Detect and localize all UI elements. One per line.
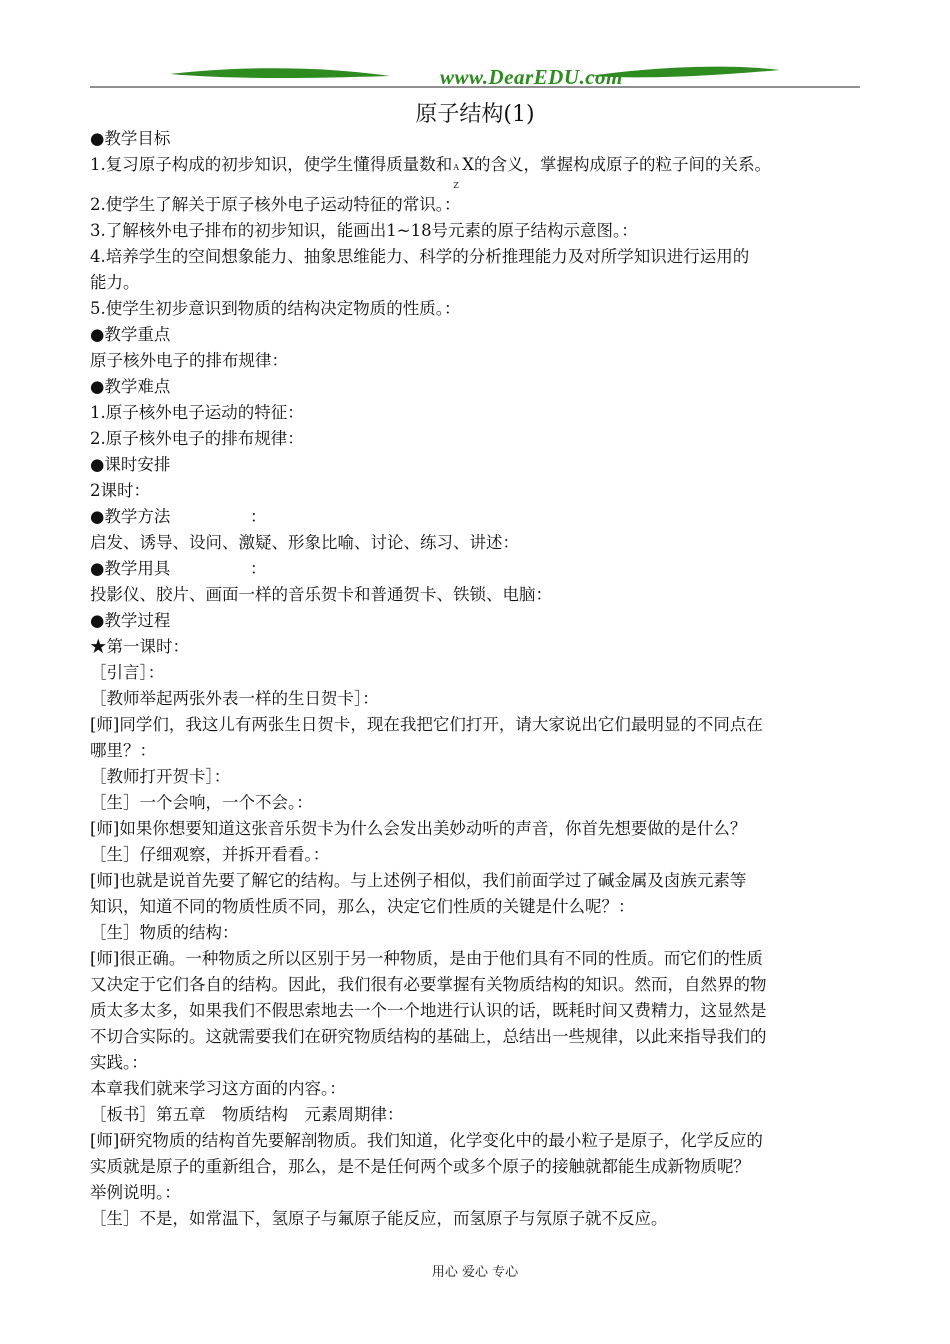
process-line: [师]也就是说首先要了解它的结构。与上述例子相似，我们前面学过了碱金属及卤族元素等 xyxy=(90,871,747,890)
process-line: 知识，知道不同的物质性质不同，那么，决定它们性质的关键是什么呢？： xyxy=(90,897,635,916)
process-line: [师]如果你想要知道这张音乐贺卡为什么会发出美妙动听的声音，你首先想要做的是什么？ xyxy=(90,819,747,838)
difficulty-item-2: 2.原子核外电子的排布规律： xyxy=(90,429,304,448)
process-line: ［生］仔细观察，并拆开看看。： xyxy=(90,845,330,864)
methods-text: 启发、诱导、设问、激疑、形象比喻、讨论、练习、讲述： xyxy=(90,533,519,552)
key-points-text: 原子核外电子的排布规律： xyxy=(90,351,288,370)
objective-item-2: 2.使学生了解关于原子核外电子运动特征的常识。： xyxy=(90,195,461,214)
objective-item-4-cont: 能力。 xyxy=(90,273,140,292)
process-line: ［引言］： xyxy=(90,663,165,682)
process-line: ［生］不是，如常温下，氢原子与氟原子能反应，而氢原子与氖原子就不反应。 xyxy=(90,1209,668,1228)
schedule-text: 2课时： xyxy=(90,481,150,500)
section-heading-process: ●教学过程 xyxy=(90,611,171,630)
process-line: ［教师举起两张外表一样的生日贺卡］： xyxy=(90,689,379,708)
process-line: [师]很正确。一种物质之所以区别于另一种物质，是由于他们具有不同的性质。而它们的性质 xyxy=(90,949,763,968)
lesson-heading: ★第一课时： xyxy=(90,637,189,656)
tools-text: 投影仪、胶片、画面一样的音乐贺卡和普通贺卡、铁锁、电脑： xyxy=(90,585,552,604)
process-line: 不切合实际的。这就需要我们在研究物质结构的基础上，总结出一些规律，以此来指导我们的 xyxy=(90,1027,767,1046)
section-heading-objectives: ●教学目标 xyxy=(90,129,171,148)
site-header xyxy=(90,60,860,92)
process-line: ［生］物质的结构： xyxy=(90,923,239,942)
section-heading-schedule: ●课时安排 xyxy=(90,455,171,474)
process-line: 实践。： xyxy=(90,1053,148,1072)
section-heading-tools: ●教学用具 ： xyxy=(90,559,267,578)
process-line: [师]同学们，我这儿有两张生日贺卡，现在我把它们打开，请大家说出它们最明显的不同点在 xyxy=(90,715,763,734)
site-url[interactable]: www.DearEDU.com xyxy=(440,65,623,89)
process-line: 举例说明。： xyxy=(90,1183,181,1202)
process-line: 实质就是原子的重新组合，那么，是不是任何两个或多个原子的接触就都能生成新物质呢？ xyxy=(90,1157,750,1176)
objective-item-1: 1.复习原子构成的初步知识，使学生懂得质量数和 A Z X的含义，掌握构成原子的粒子间的关系。 xyxy=(90,155,771,190)
objective-item-5: 5.使学生初步意识到物质的结构决定物质的性质。： xyxy=(90,299,461,318)
section-heading-methods: ●教学方法 ： xyxy=(90,507,267,526)
process-line: ［生］一个会响，一个不会。： xyxy=(90,793,313,812)
section-heading-key-points: ●教学重点 xyxy=(90,325,171,344)
document-body xyxy=(90,126,865,1232)
process-line: 质太多太多，如果我们不假思索地去一个一个地进行认识的话，既耗时间又费精力，这显然是 xyxy=(90,1001,767,1020)
difficulty-item-1: 1.原子核外电子运动的特征： xyxy=(90,403,304,422)
page-footer: 用心 爱心 专心 xyxy=(431,1265,519,1280)
section-heading-difficulties: ●教学难点 xyxy=(90,377,171,396)
process-line: 哪里？： xyxy=(90,741,156,760)
objective-item-3: 3.了解核外电子排布的初步知识，能画出1~18号元素的原子结构示意图。： xyxy=(90,221,638,240)
page-title: 原子结构(1) xyxy=(415,102,535,127)
process-line: 又决定于它们各自的结构。因此，我们很有必要掌握有关物质结构的知识。然而，自然界的物 xyxy=(90,975,767,994)
process-line: 本章我们就来学习这方面的内容。： xyxy=(90,1079,346,1098)
process-line: [师]研究物质的结构首先要解剖物质。我们知道，化学变化中的最小粒子是原子，化学反应的 xyxy=(90,1131,763,1150)
process-line: ［板书］第五章 物质结构 元素周期律： xyxy=(90,1105,404,1124)
objective-item-4: 4.培养学生的空间想象能力、抽象思维能力、科学的分析推理能力及对所学知识进行运用的 xyxy=(90,247,750,266)
process-line: ［教师打开贺卡］： xyxy=(90,767,231,786)
